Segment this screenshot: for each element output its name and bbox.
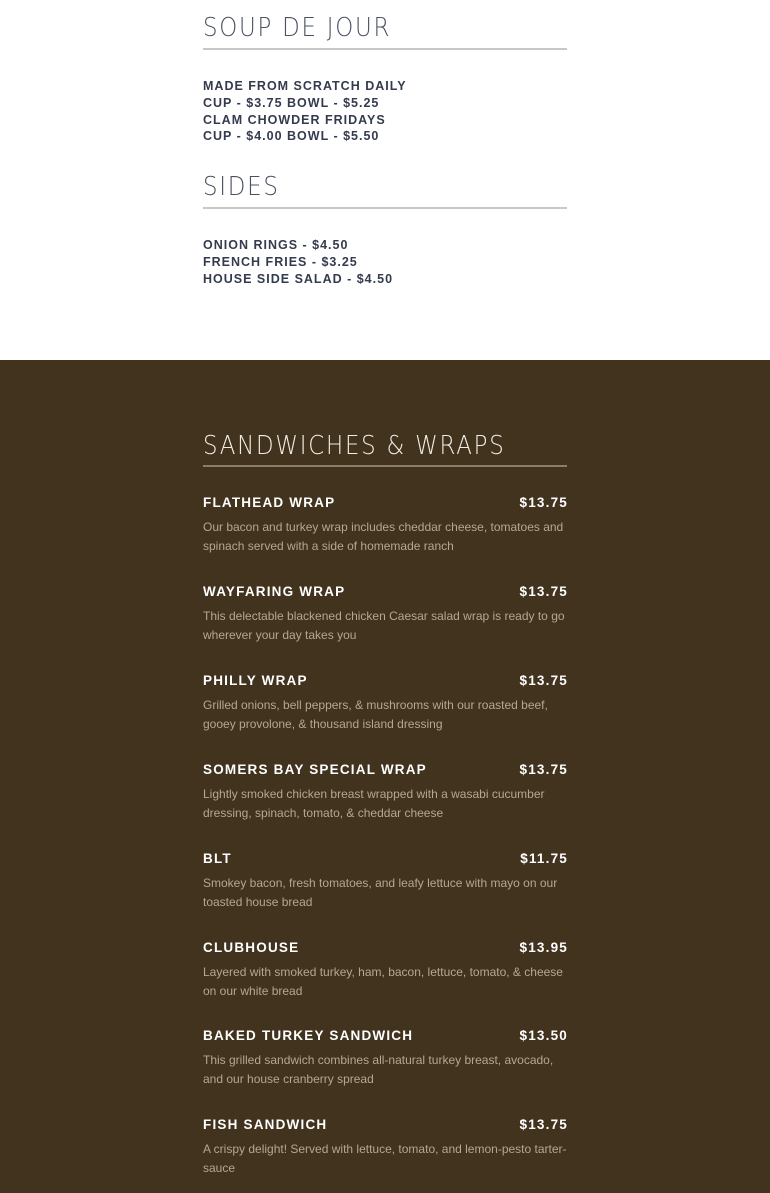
soup-section bbox=[203, 12, 567, 145]
item-name: SOMERS BAY SPECIAL WRAP bbox=[203, 762, 427, 777]
menu-item bbox=[203, 1116, 568, 1178]
menu-item bbox=[203, 672, 568, 734]
sandwiches-section bbox=[0, 360, 770, 1193]
item-name: BLT bbox=[203, 851, 232, 866]
soup-title: SOUP DE JOUR bbox=[203, 13, 392, 43]
item-description: This grilled sandwich combines all-natural turkey breast, avocado, and our house cranberry spread bbox=[203, 1053, 554, 1086]
item-price: $13.75 bbox=[519, 673, 568, 688]
item-description: Our bacon and turkey wrap includes cheddar cheese, tomatoes and spinach served with a side of homemade ranch bbox=[203, 520, 564, 553]
menu-item bbox=[203, 939, 568, 1001]
sides-line: ONION RINGS - $4.50 bbox=[203, 238, 349, 252]
item-name: WAYFARING WRAP bbox=[203, 584, 346, 599]
item-price: $11.75 bbox=[520, 851, 568, 866]
menu-item bbox=[203, 583, 568, 645]
sides-title: SIDES bbox=[203, 172, 280, 202]
sides-divider bbox=[203, 207, 567, 209]
soup-line: MADE FROM SCRATCH DAILY bbox=[203, 79, 407, 93]
top-section bbox=[0, 0, 770, 360]
item-price: $13.75 bbox=[519, 1117, 568, 1132]
sides-section bbox=[203, 171, 567, 287]
item-description: A crispy delight! Served with lettuce, tomato, and lemon-pesto tarter-sauce bbox=[203, 1142, 567, 1175]
sides-lines bbox=[203, 237, 567, 287]
item-price: $13.95 bbox=[519, 940, 568, 955]
item-description: Layered with smoked turkey, ham, bacon, lettuce, tomato, & cheese on our white bread bbox=[203, 965, 563, 998]
menu-item bbox=[203, 761, 568, 823]
sandwiches-divider bbox=[203, 465, 567, 467]
item-description: Smokey bacon, fresh tomatoes, and leafy lettuce with mayo on our toasted house bread bbox=[203, 876, 558, 909]
sandwiches-header bbox=[203, 430, 567, 467]
item-name: BAKED TURKEY SANDWICH bbox=[203, 1028, 414, 1043]
soup-divider bbox=[203, 48, 567, 50]
soup-lines bbox=[203, 78, 567, 145]
item-price: $13.50 bbox=[519, 1028, 568, 1043]
menu-item bbox=[203, 1027, 568, 1089]
item-description: Lightly smoked chicken breast wrapped with a wasabi cucumber dressing, spinach, tomato, & cheddar cheese bbox=[203, 787, 545, 820]
item-name: FLATHEAD WRAP bbox=[203, 495, 336, 510]
item-name: FISH SANDWICH bbox=[203, 1117, 328, 1132]
item-price: $13.75 bbox=[519, 584, 568, 599]
menu-item bbox=[203, 850, 568, 912]
soup-line: CUP - $4.00 BOWL - $5.50 bbox=[203, 129, 380, 144]
sides-line: HOUSE SIDE SALAD - $4.50 bbox=[203, 271, 394, 286]
item-description: This delectable blackened chicken Caesar salad wrap is ready to go wherever your day takes you bbox=[203, 609, 565, 642]
item-description: Grilled onions, bell peppers, & mushrooms with our roasted beef, gooey provolone, & thousand island dressing bbox=[203, 698, 548, 731]
item-price: $13.75 bbox=[519, 762, 568, 777]
sandwiches-title: SANDWICHES & WRAPS bbox=[203, 431, 506, 461]
item-name: CLUBHOUSE bbox=[203, 940, 300, 955]
soup-line: CLAM CHOWDER FRIDAYS bbox=[203, 112, 386, 127]
soup-line: CUP - $3.75 BOWL - $5.25 bbox=[203, 95, 380, 110]
item-price: $13.75 bbox=[519, 495, 568, 510]
item-name: PHILLY WRAP bbox=[203, 673, 308, 688]
sides-line: FRENCH FRIES - $3.25 bbox=[203, 254, 358, 269]
menu-item bbox=[203, 494, 568, 556]
